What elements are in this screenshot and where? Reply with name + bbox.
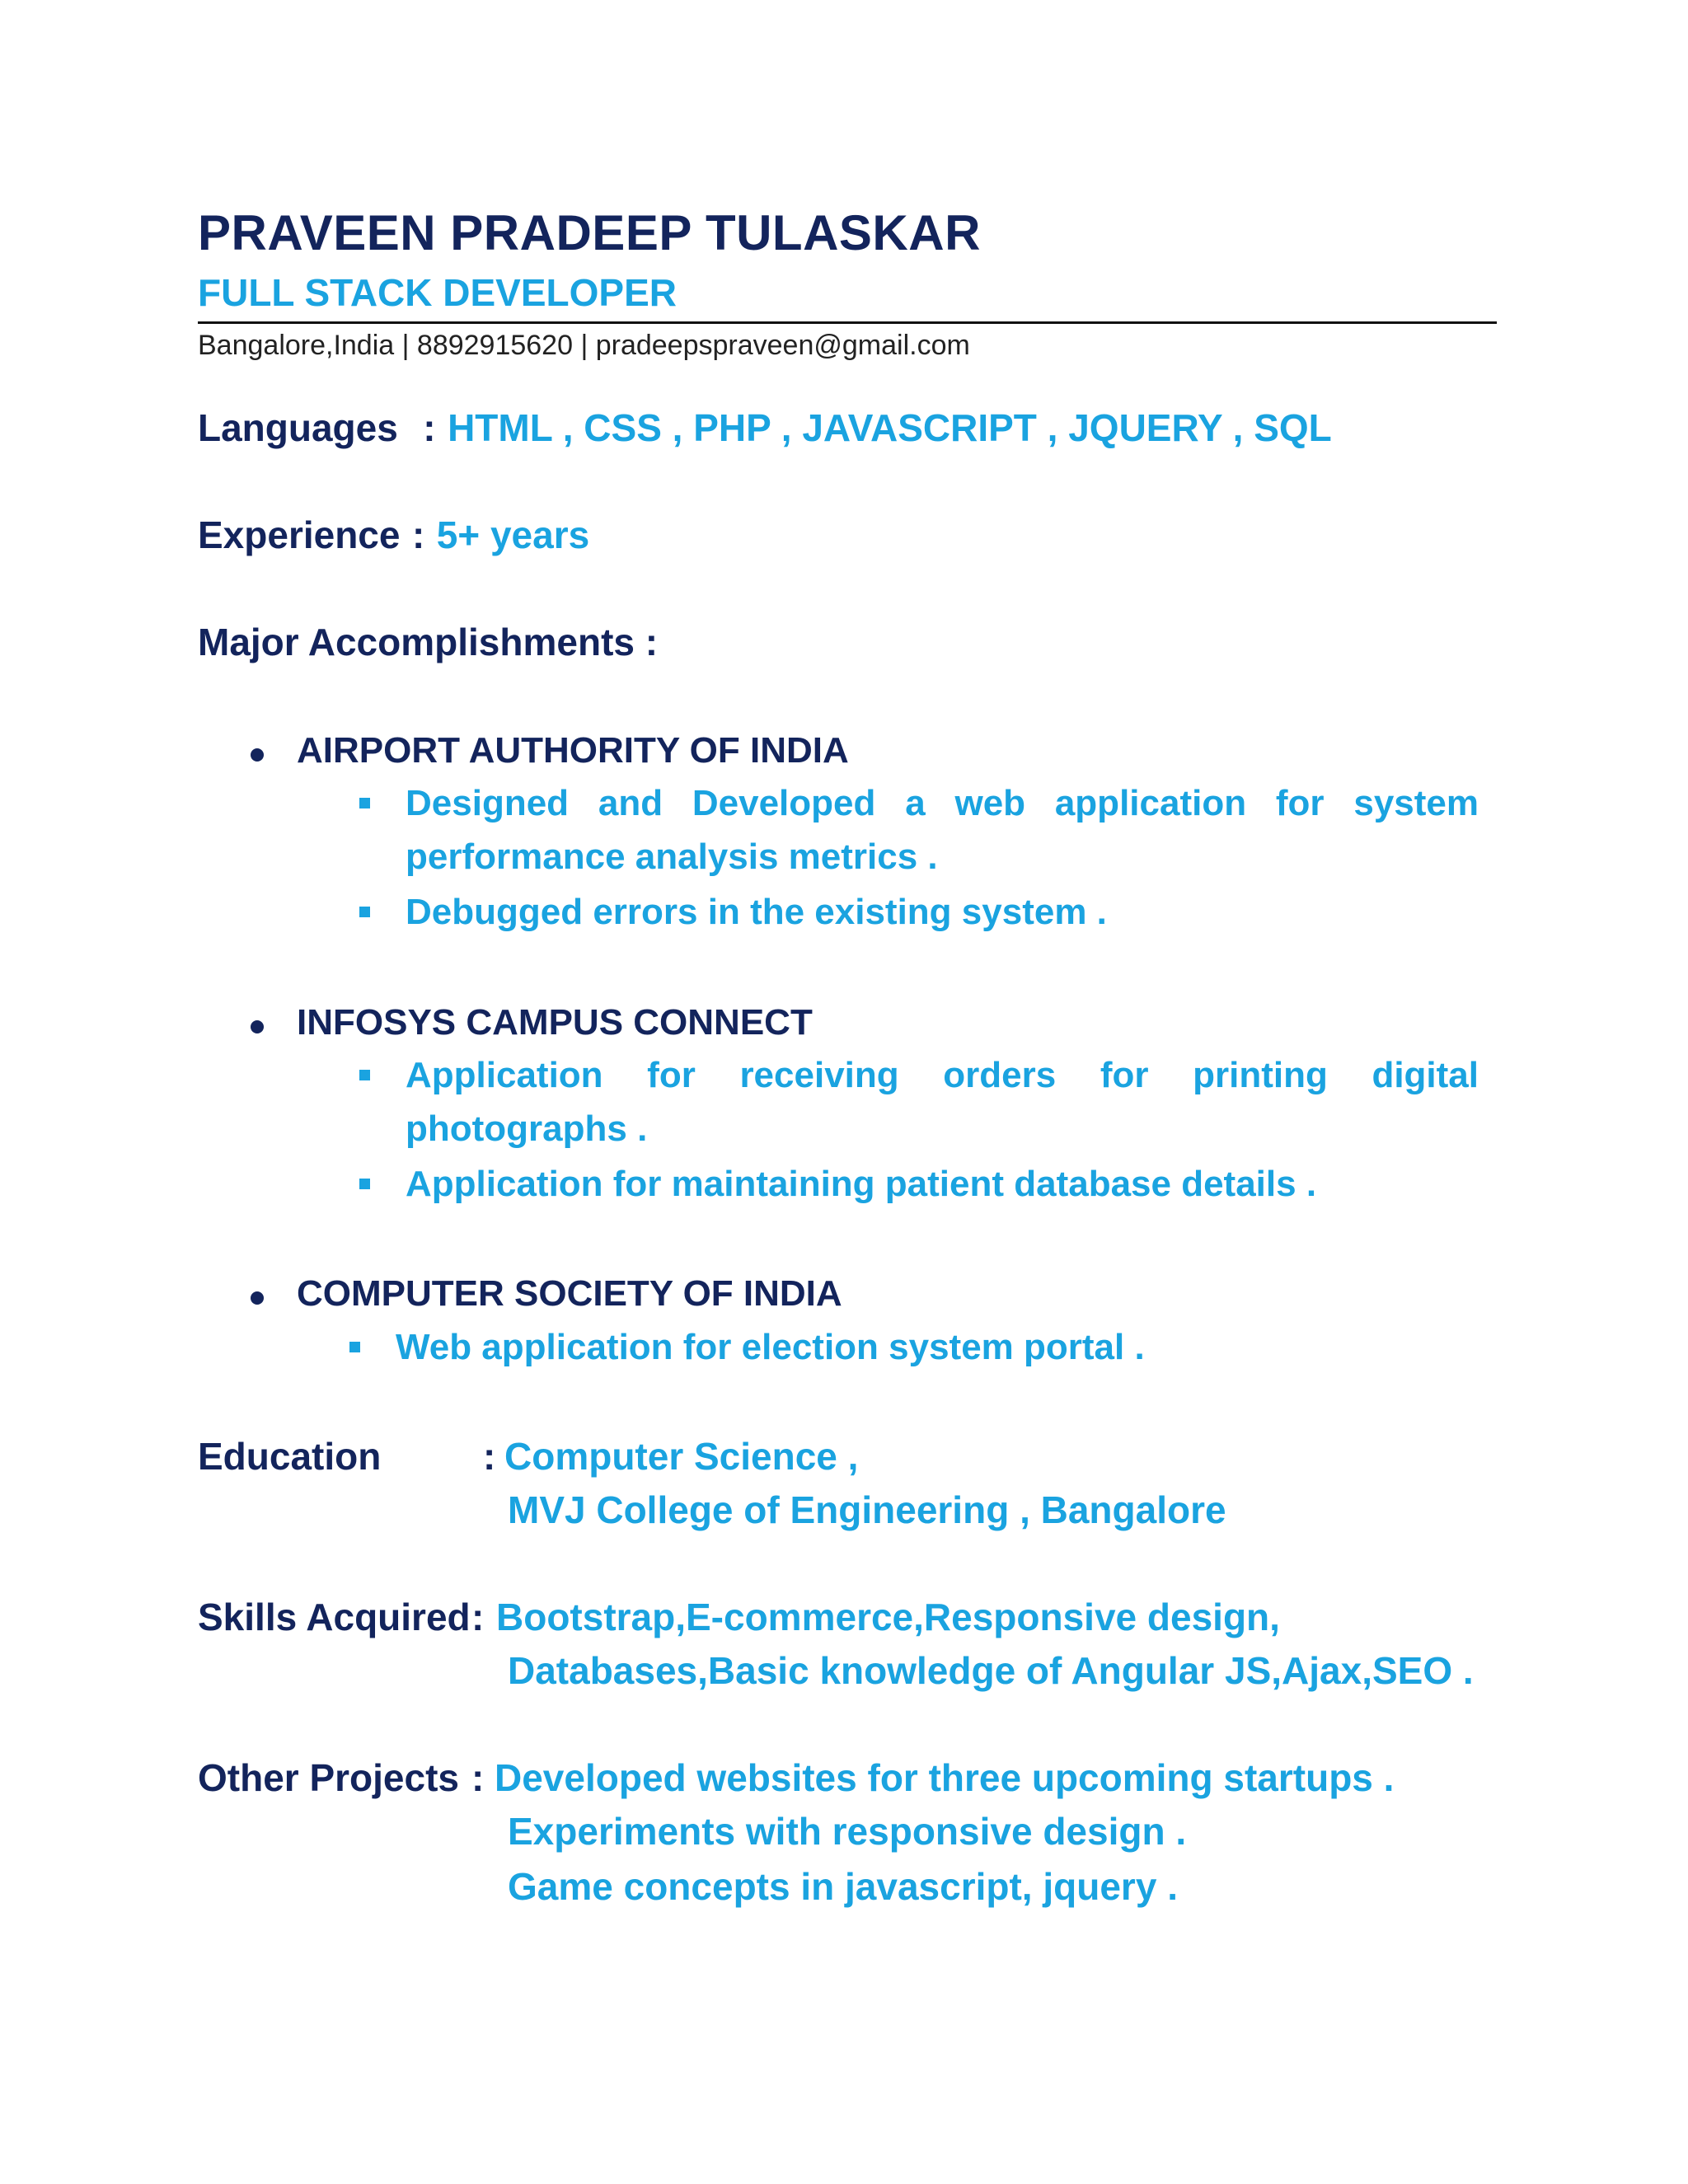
bullet-dot-icon <box>251 1020 264 1033</box>
education-sep: : <box>483 1435 496 1478</box>
list-item: Debugged errors in the existing system . <box>406 892 1107 932</box>
experience-value: 5+ years <box>436 513 590 556</box>
languages-sep: : <box>423 406 436 449</box>
square-bullet-icon <box>359 1179 370 1189</box>
education-line-1: Computer Science , <box>504 1435 859 1478</box>
experience-label: Experience <box>198 513 401 556</box>
skills-sep: : <box>471 1596 485 1638</box>
square-bullet-icon <box>359 1070 370 1080</box>
list-item: Application for receiving orders for printing digital <box>406 1055 1479 1095</box>
list-item: Application for maintaining patient database details . <box>406 1164 1317 1204</box>
list-item: Designed and Developed a web application for system <box>406 783 1479 823</box>
square-bullet-icon <box>349 1342 360 1352</box>
experience-row <box>198 513 589 557</box>
education-label: Education <box>198 1435 382 1478</box>
bullet-dot-icon <box>251 748 264 762</box>
projects-line-2: Experiments with responsive design . <box>508 1810 1187 1853</box>
org-airport-authority: AIRPORT AUTHORITY OF INDIA <box>297 730 849 771</box>
projects-line-3: Game concepts in javascript, jquery . <box>508 1865 1178 1908</box>
list-item: Web application for election system portal . <box>396 1327 1145 1367</box>
square-bullet-icon <box>359 798 370 808</box>
experience-sep: : <box>411 513 425 556</box>
list-item-continuation: photographs . <box>406 1108 648 1149</box>
languages-row <box>198 405 1332 450</box>
list-item-continuation: performance analysis metrics . <box>406 837 938 877</box>
skills-label: Skills Acquired <box>198 1596 471 1638</box>
candidate-name: PRAVEEN PRADEEP TULASKAR <box>198 205 981 260</box>
projects-label: Other Projects <box>198 1756 459 1799</box>
languages-value: HTML , CSS , PHP , JAVASCRIPT , JQUERY , SQL <box>448 406 1332 449</box>
education-line-2: MVJ College of Engineering , Bangalore <box>508 1488 1226 1531</box>
projects-sep: : <box>471 1756 485 1799</box>
contact-line: Bangalore,India | 8892915620 | pradeepspraveen@gmail.com <box>198 330 970 361</box>
job-title: FULL STACK DEVELOPER <box>198 271 677 314</box>
skills-line-2: Databases,Basic knowledge of Angular JS,Ajax,SEO . <box>508 1649 1474 1692</box>
projects-line-1: Developed websites for three upcoming startups . <box>495 1756 1395 1799</box>
org-infosys: INFOSYS CAMPUS CONNECT <box>297 1002 813 1043</box>
square-bullet-icon <box>359 907 370 917</box>
languages-label: Languages <box>198 406 398 449</box>
skills-line-1: Bootstrap,E-commerce,Responsive design, <box>496 1596 1280 1638</box>
accomplishments-heading: Major Accomplishments : <box>198 621 659 663</box>
org-computer-society: COMPUTER SOCIETY OF INDIA <box>297 1273 842 1314</box>
bullet-dot-icon <box>251 1291 264 1305</box>
header-divider <box>198 321 1497 324</box>
